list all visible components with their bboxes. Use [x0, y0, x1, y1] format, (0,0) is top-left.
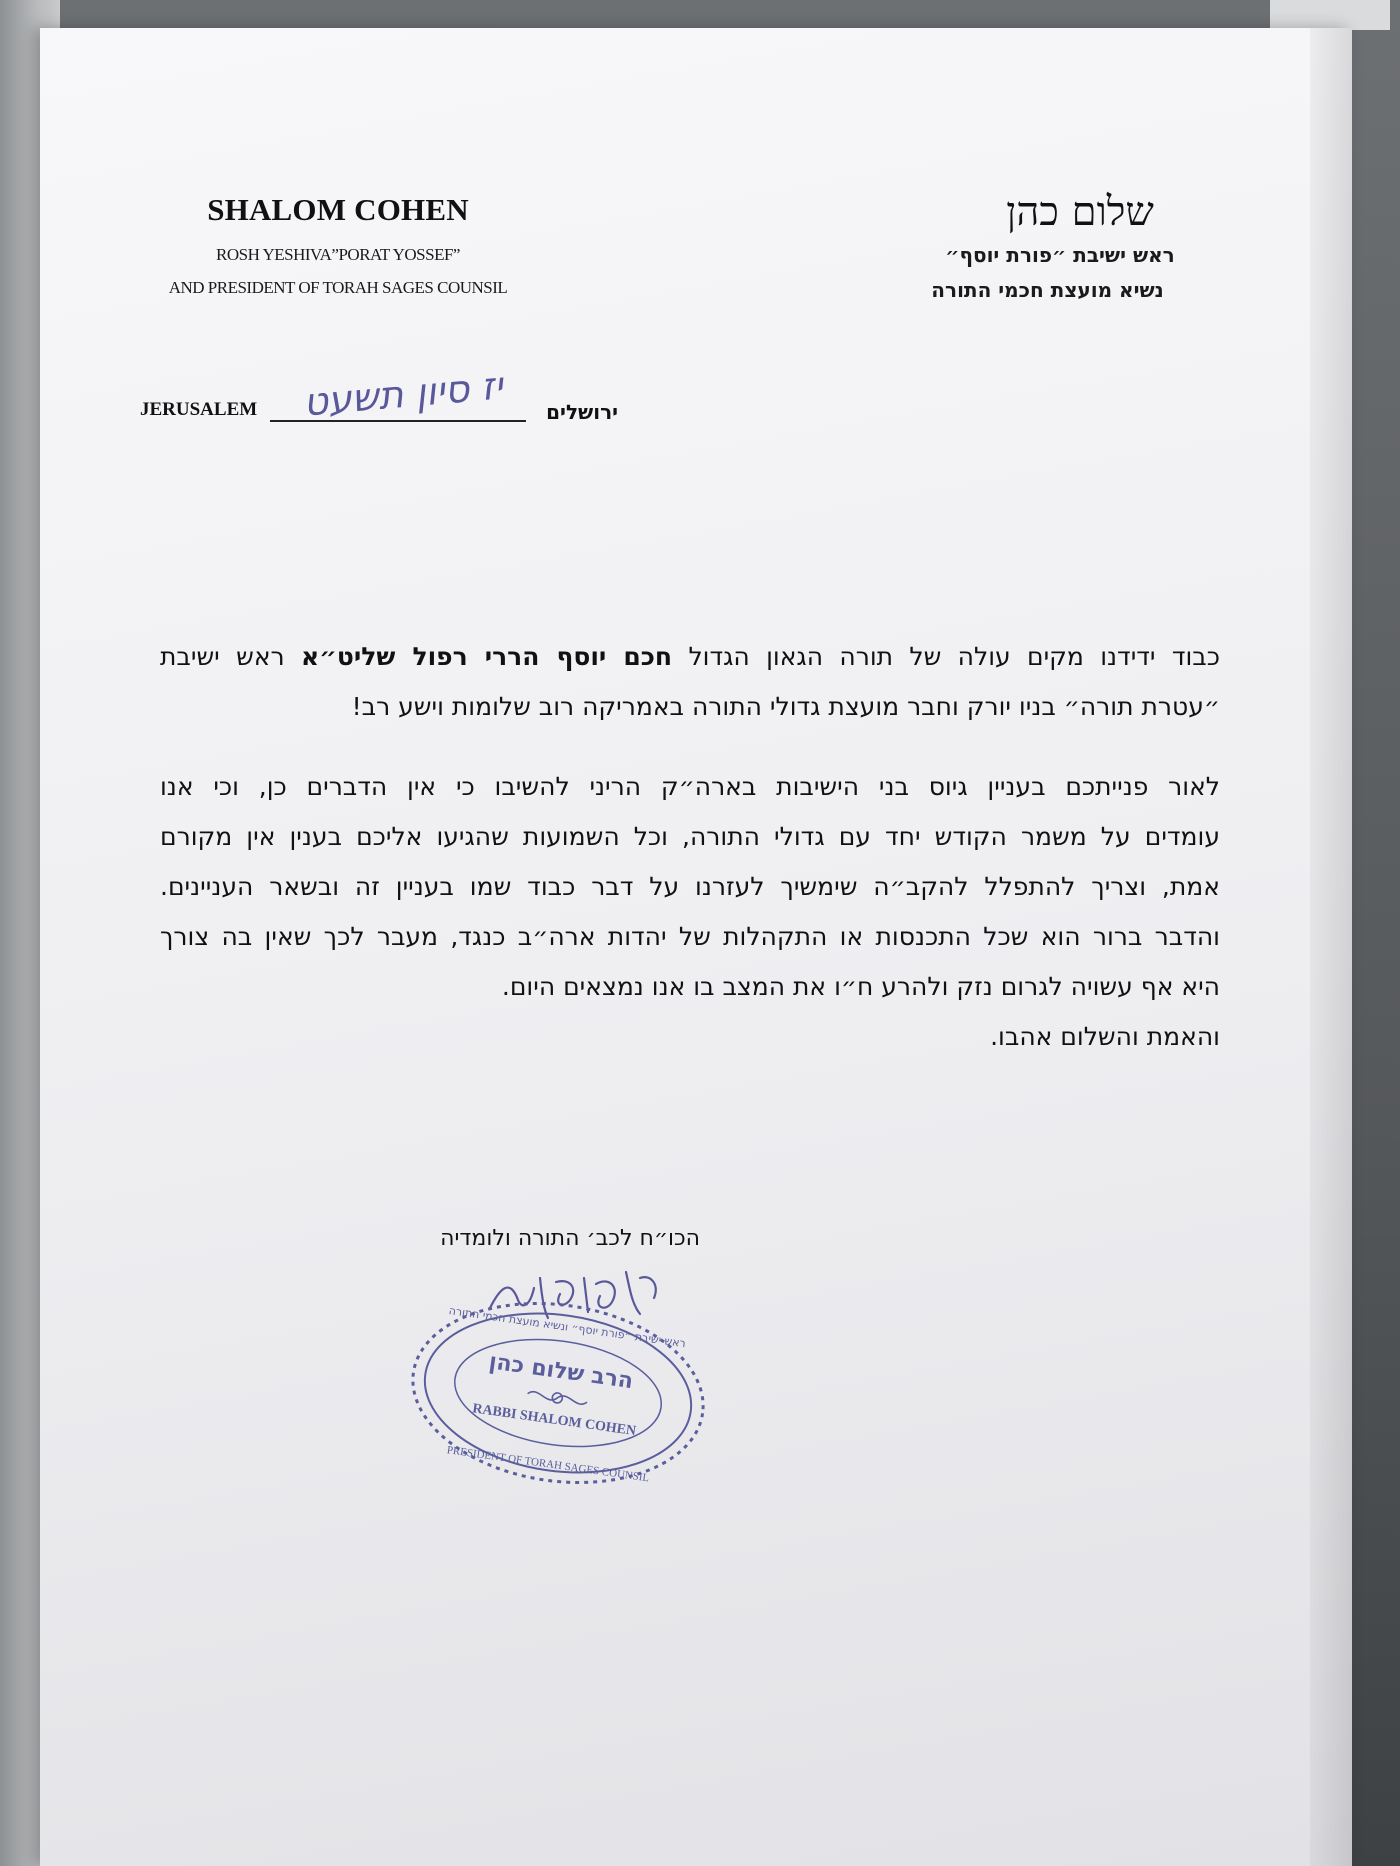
- body-paragraph-2: [160, 762, 1220, 1062]
- letterhead-name-en: SHALOM COHEN: [207, 192, 469, 227]
- body-line: והאמת והשלום אהבו.: [990, 1022, 1220, 1051]
- svg-text:הרב שלום כהן: הרב שלום כהן: [487, 1349, 635, 1395]
- svg-text:PRESIDENT OF TORAH SAGES COUNS: PRESIDENT OF TORAH SAGES COUNSIL: [446, 1444, 650, 1485]
- body-line: עומדים על משמר הקודש יחד עם גדולי התורה, וכל השמועות שהגיעו אליכם בענין אין מקורם: [160, 822, 1220, 851]
- closing-line: הכו״ח לכב׳ התורה ולומדיה: [440, 1226, 700, 1251]
- svg-text:RABBI SHALOM COHEN: RABBI SHALOM COHEN: [471, 1401, 637, 1440]
- body-line: כבוד ידידנו מקים עולה של תורה הגאון הגדול חכם יוסף הררי רפול שליט״א ראש ישיבת: [160, 642, 1220, 671]
- letterhead-title-he: ראש ישיבת ״פורת יוסף״: [945, 243, 1175, 267]
- city-label-he: ירושלים: [546, 400, 618, 424]
- body-line: והדבר ברור הוא שכל התכנסות או התקהלות של יהדות ארה״ב כנגד, מעבר לכך שאין בה צורך: [160, 922, 1220, 951]
- letterhead-subtitle-en: AND PRESIDENT OF TORAH SAGES COUNSIL: [168, 278, 508, 297]
- body-paragraph-1: [160, 632, 1220, 732]
- body-line: ״עטרת תורה״ בניו יורק וחבר מועצת גדולי התורה באמריקה רוב שלומות וישע רב!: [351, 692, 1220, 721]
- handwritten-date: יז סיון תשעט: [301, 363, 505, 425]
- body-line: לאור פנייתכם בעניין גיוס בני הישיבות בארה״ק הריני להשיבו כי אין הדברים כן, וכי אנו: [160, 772, 1220, 801]
- body-line: היא אף עשויה לגרום נזק ולהרע ח״ו את המצב בו אנו נמצאים היום.: [501, 972, 1220, 1001]
- paper-edge-shadow: [1310, 28, 1352, 1866]
- body-line: אמת, וצריך להתפלל להקב״ה שימשיך לעזרנו על דבר כבוד שמו בעניין זה ובשאר העניינים.: [160, 872, 1220, 901]
- addressee-name: חכם יוסף הררי רפול שליט״א: [300, 642, 673, 671]
- letterhead-name-he: שלום כהן: [1006, 189, 1154, 235]
- city-label-en: JERUSALEM: [140, 399, 258, 420]
- svg-text:ראש ישיבת ״פורת יוסף״ ונשיא מו: ראש ישיבת ״פורת יוסף״ ונשיא מועצת חכמי התורה: [447, 1304, 687, 1351]
- letterhead-subtitle-he: נשיא מועצת חכמי התורה: [931, 278, 1164, 302]
- letterhead-title-en: ROSH YESHIVA”PORAT YOSSEF”: [216, 245, 460, 264]
- paper-tab: [1270, 0, 1390, 30]
